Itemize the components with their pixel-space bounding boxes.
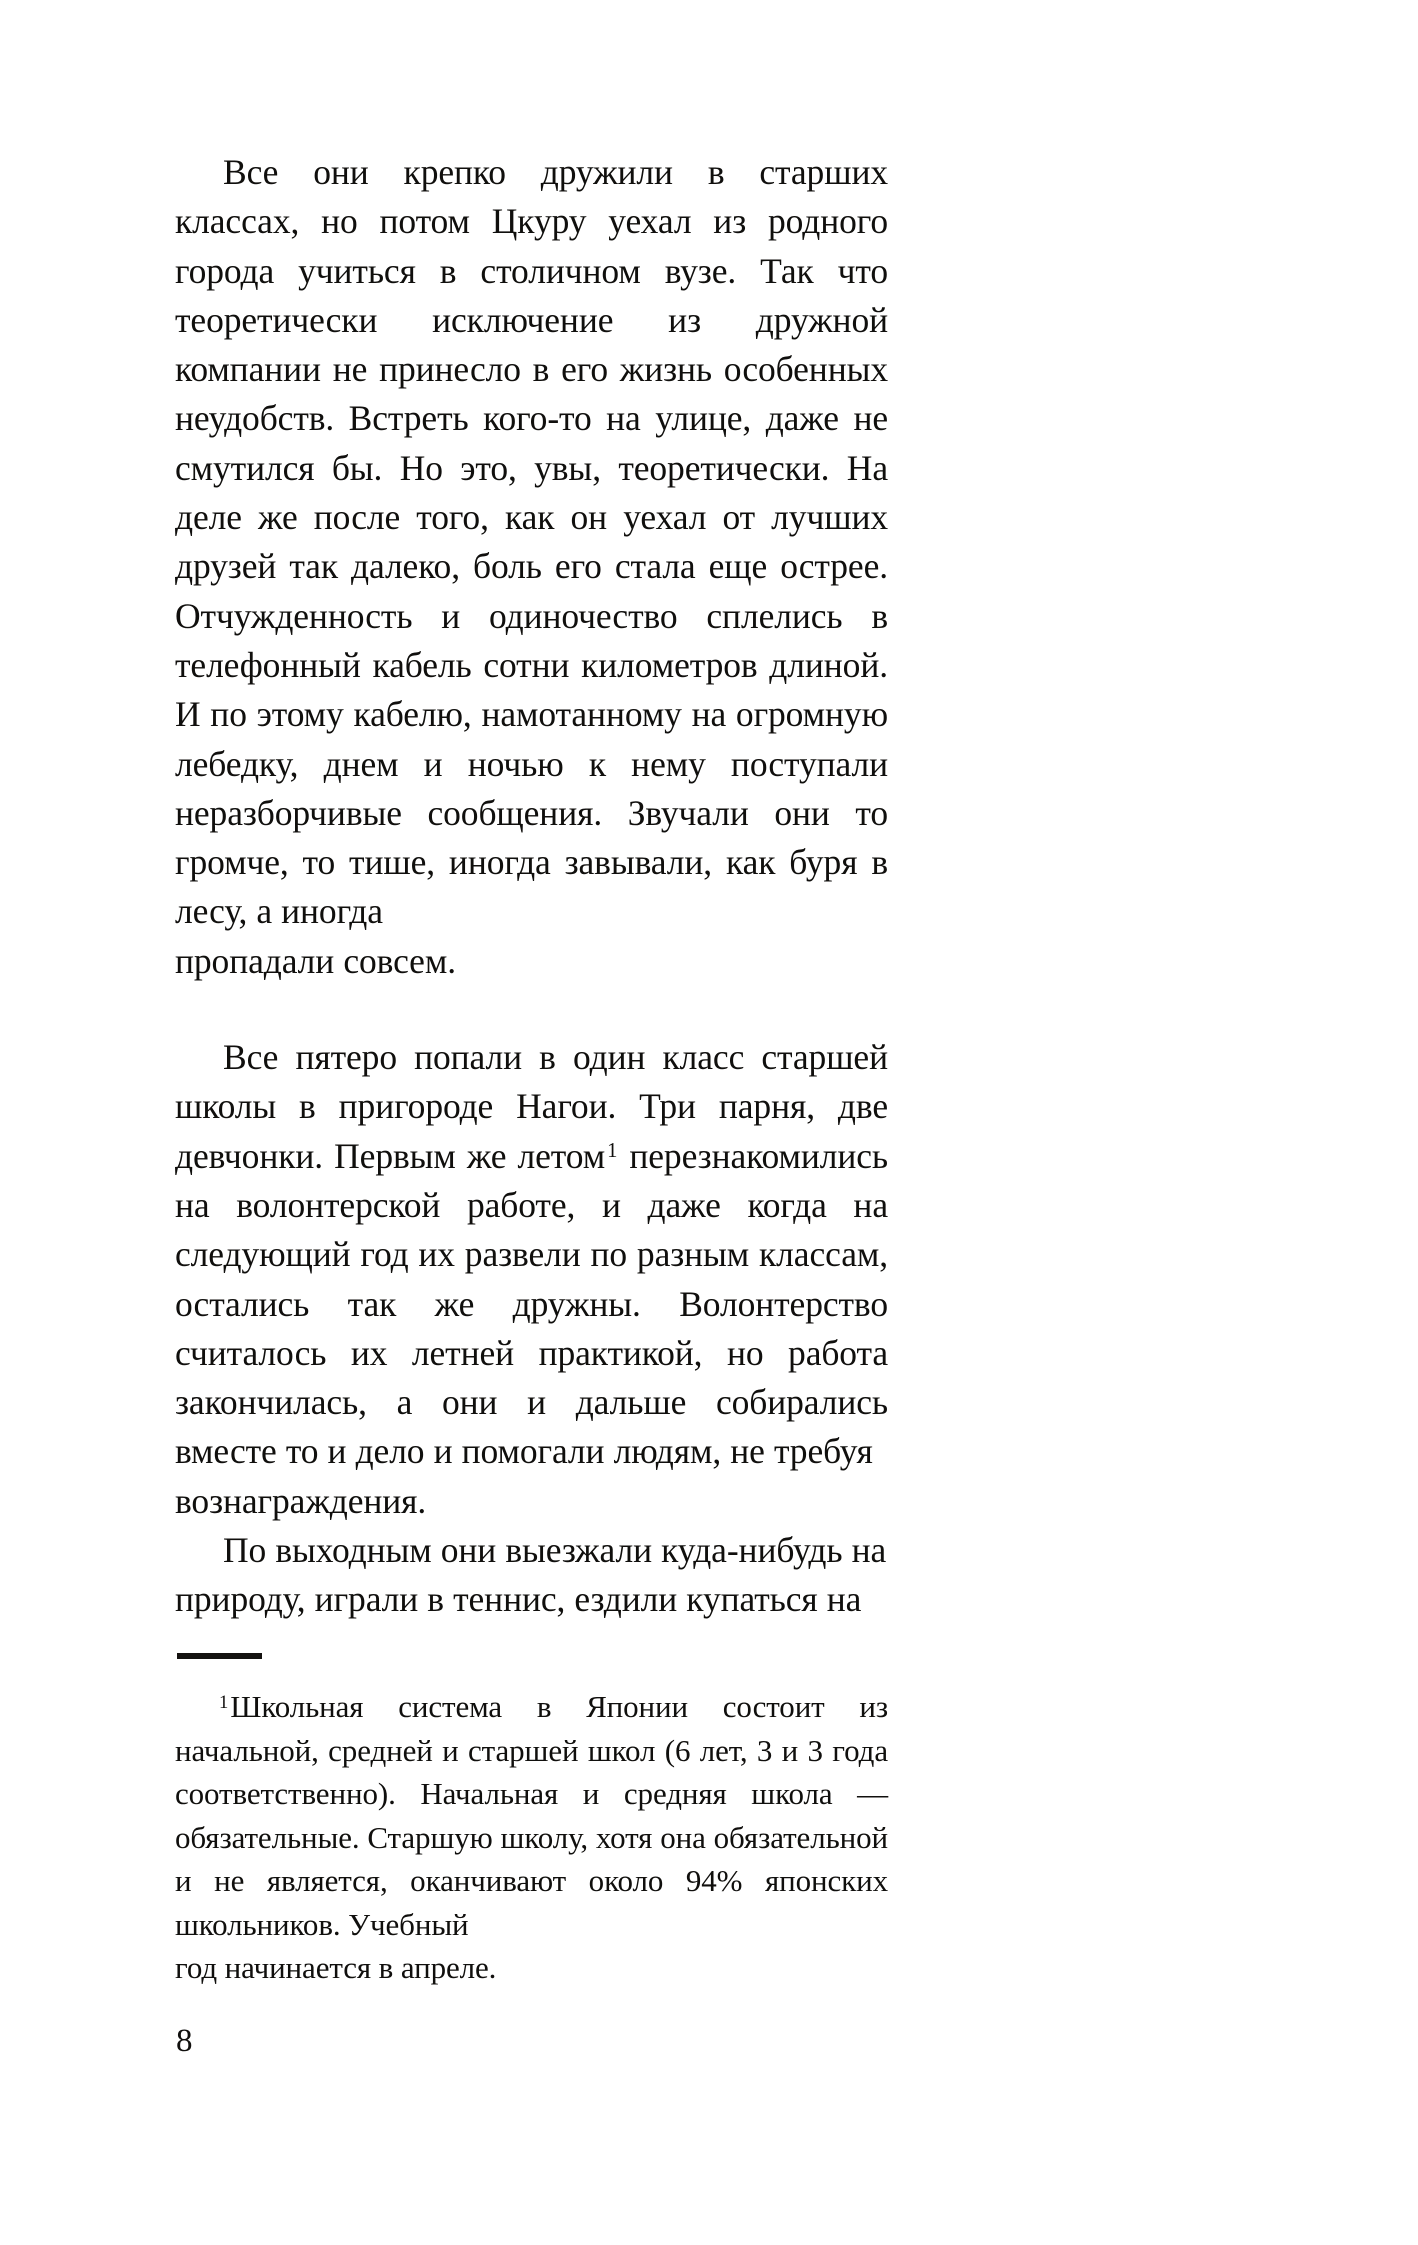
footnote-1 [175, 1685, 888, 1990]
paragraph-3-text: По выходным они выезжали куда-нибудь на природу, играли в теннис, ездили купаться на [175, 1530, 887, 1620]
paragraph-1-text: Все они крепко дружили в старших классах, но потом Цкуру уехал из родного города учиться в столичном вузе. Так что теоретически исключение из дружной компании не принесло в его жизнь особенных неудобств. Встреть кого-то на улице, даже не смутился бы. Но это, увы, теоретически. На деле же после того, как он уехал от лучших друзей так далеко, боль его стала еще острее. Отчужденность и одиночество сплелись в телефонный кабель сотни километров длиной. И по этому кабелю, намотанному на огромную лебедку, днем и ночью к нему поступали неразборчивые сообщения. Звучали они то громче, то тише, иногда завывали, как буря в лесу, а иногда [175, 152, 888, 932]
paragraph-2-text-after-ref: перезнакомились на волонтерской работе, и даже когда на следующий год их развели по разным классам, остались так же дружны. Волонтерство считалось их летней практикой, но работа закончилась, а они и дальше собирались вместе то и дело и помогали людям, не требуя [175, 1135, 888, 1472]
paragraph-2 [175, 1033, 888, 1526]
paragraph-1-last-line: пропадали совсем. [175, 940, 456, 981]
page-number: 8 [176, 2023, 193, 2059]
footnote-text: Школьная система в Японии состоит из начальной, средней и старшей школ (6 лет, 3 и 3 года соответственно). Начальная и средняя школа — обязательные. Старшую школу, хотя она обязательной и не является, оканчивают около 94% японских школьников. Учебный [175, 1689, 888, 1942]
body-text-block [175, 148, 888, 1625]
paragraph-1 [175, 148, 888, 986]
footnote-reference-marker[interactable]: 1 [607, 1139, 618, 1162]
footnote-number: 1 [219, 1691, 229, 1713]
paragraph-2-text-before-ref: Все пятеро попали в один класс старшей школы в пригороде Нагои. Три парня, две девчонки. Первым же летом [175, 1037, 888, 1176]
paragraph-2-last-line: вознаграждения. [175, 1480, 427, 1521]
footnote-zone [175, 1653, 888, 1990]
paragraph-3 [175, 1526, 888, 1625]
footnote-separator-rule [177, 1653, 262, 1659]
footnote-last-line: год начинается в апреле. [175, 1950, 497, 1985]
